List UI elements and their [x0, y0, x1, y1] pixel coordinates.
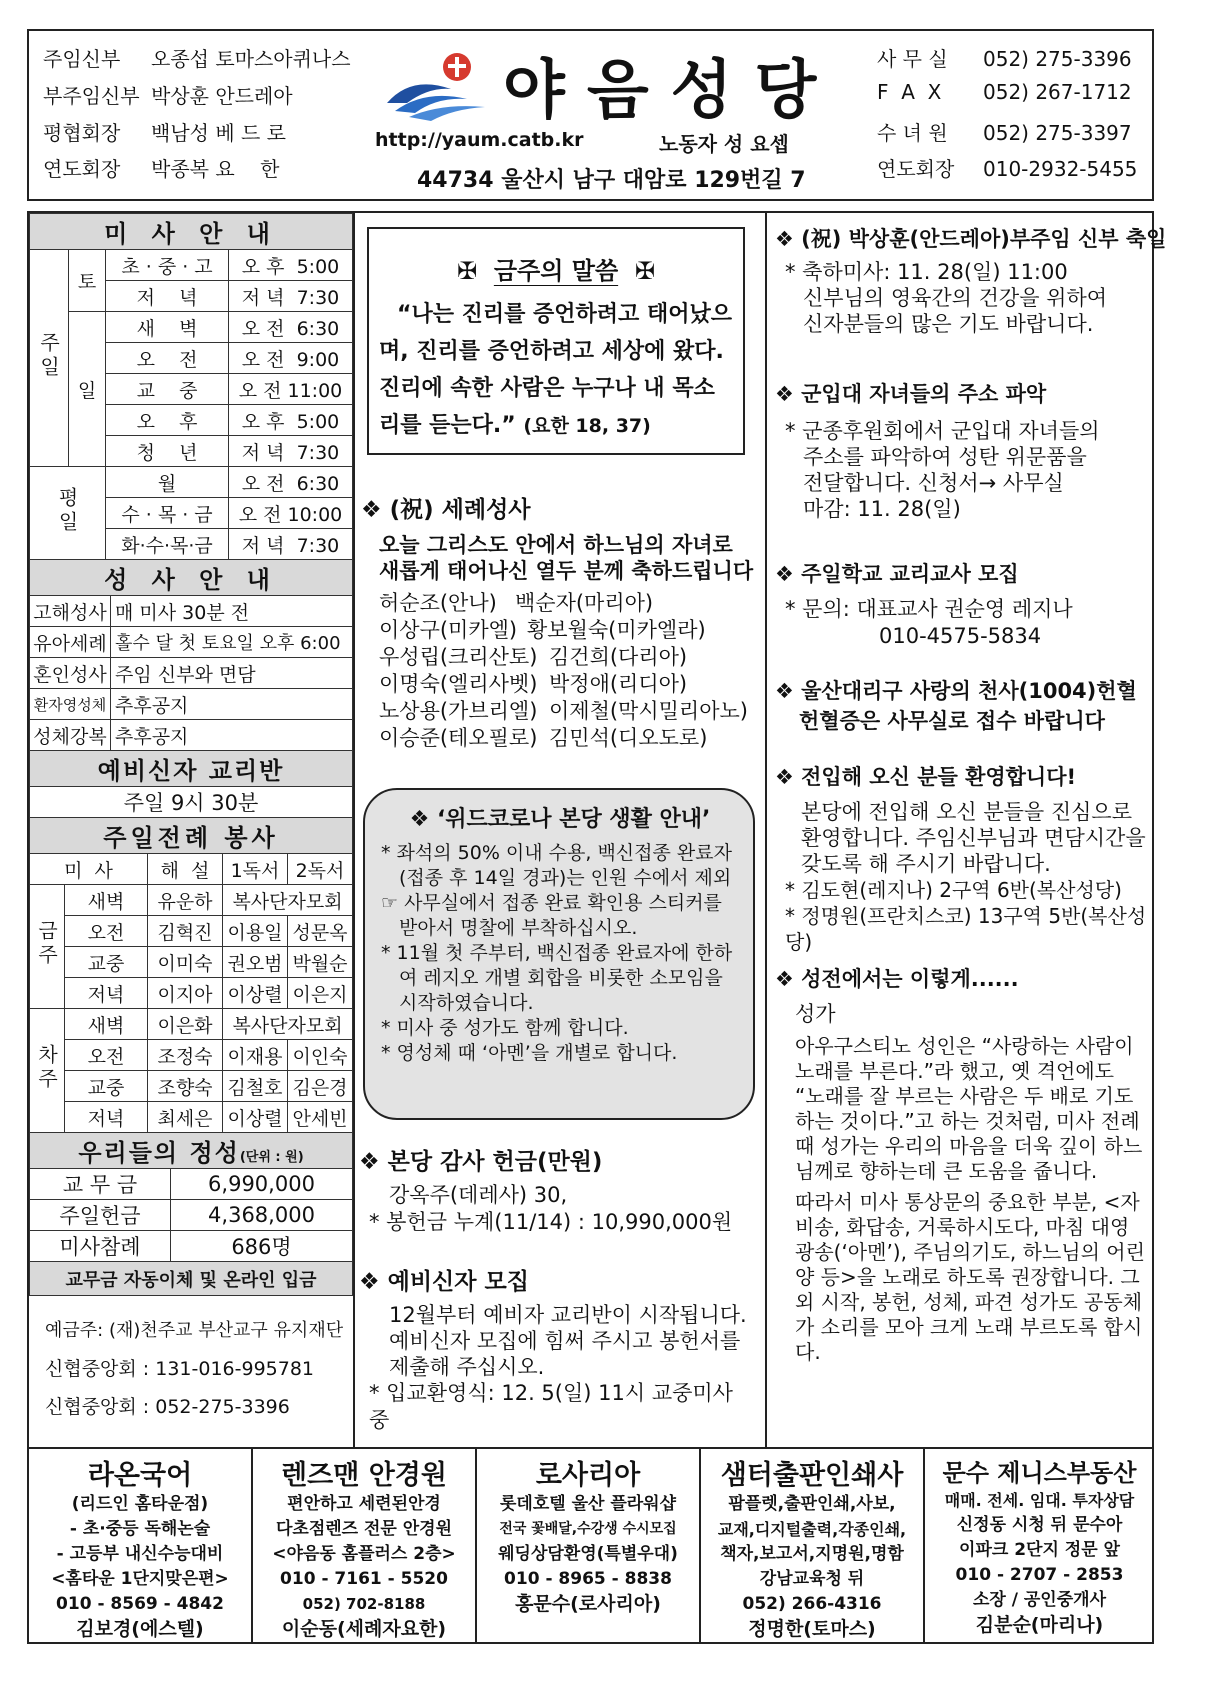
list-item: 허순조(안나) 백순자(마리아)	[379, 591, 654, 615]
next-week-label: 차주	[30, 1009, 65, 1133]
blood-donation-section: ❖ 울산대리구 사랑의 천사(1004)헌혈 헌혈증은 사무실로 접수 바랍니다	[775, 679, 1137, 733]
military-address-section: ❖ 군입대 자녀들의 주소 파악 * 군종후원회에서 군입대 자녀들의 주소를 파악하여 성탄 위문품을 전달합니다. 신청서→ 사무실 마감: 11. 28(일)	[775, 382, 1100, 521]
weekday-label: 평일	[30, 467, 106, 560]
mass-schedule-title: 미 사 안 내	[30, 214, 353, 250]
celebration-section: ❖ (祝) 박상훈(안드레아)부주임 신부 축일 * 축하미사: 11. 28(일) 11:00 신부님의 영육간의 건강을 위하여 신자분들의 많은 기도 바랍니다.	[775, 227, 1167, 336]
saturday-label: 토	[69, 250, 106, 312]
left-column	[27, 211, 355, 1449]
bank-account-info: 예금주: (재)천주교 부산교구 유지재단 신협중앙회 : 131-016-995781 신협중앙회 : 052-275-3396	[45, 1320, 344, 1418]
header-contact-row: 사 무 실 052) 275-3396	[877, 47, 1132, 71]
ad-raon: 라온국어 (리드인 홈타운점) - 초·중등 독해논술 - 고등부 내신수능대비 <홈타운 1단지맞은편> 010 - 8569 - 4842 김보경(에스텔)	[29, 1449, 253, 1642]
liturgy-service-table: 주일전례 봉사 미 사 해 설 1독서 2독서 금주 새벽 유운하 복사단자모회 오전 김혁진 이용일 성문옥 교중 이미숙 권오범 박월순 저녁 이지아 이상렬 이은지 차주 새벽 이은화 복사단자모회 오전 조정숙 이재용 이인숙 교중 조향숙 김철호 김은경 저녁 최세은 이상렬 안세빈	[29, 817, 353, 1133]
advertisement-bar	[27, 1449, 1154, 1644]
church-address: 44734 울산시 남구 대암로 129번길 7	[417, 168, 806, 193]
ad-zenith-realestate: 문수 제니스부동산 매매. 전세. 임대. 투자상담 신정동 시청 뒤 문수아 이파크 2단지 정문 앞 010 - 2707 - 2853 소장 / 공인중개사 김분순(마리나)	[942, 1459, 1137, 1636]
weekly-word-box	[367, 227, 745, 455]
list-item: 노상용(가브리엘) 이제철(막시밀리아노)	[379, 699, 748, 723]
offering-table: 우리들의 정성(단위 : 원) 교 무 금 6,990,000 주일헌금 4,368,000 미사참례 686명 교무금 자동이체 및 온라인 입금	[29, 1132, 353, 1296]
baptism-names	[361, 590, 757, 752]
church-url-link[interactable]: http://yaum.catb.kr	[375, 129, 584, 151]
bulletin-header	[27, 29, 1154, 201]
weekly-word-text: “나는 진리를 증언하려고 태어났으며, 진리를 증언하려고 세상에 왔다. 진리에 속한 사람은 누구나 내 목소리를 듣는다.” (요한 18, 37)	[379, 302, 732, 438]
church-name: 야음성당	[503, 54, 839, 128]
thanks-offering-section: ❖ 본당 감사 헌금(만원) 강옥주(데레사) 30, * 봉헌금 누계(11/14) : 10,990,000원	[359, 1149, 733, 1234]
this-week-label: 금주	[30, 885, 65, 1009]
header-left-row: 부주임신부 박상훈 안드레아	[43, 84, 293, 108]
header-left-row: 연도회장 박종복 요 한	[43, 157, 280, 181]
catechumen-recruit-section: ❖ 예비신자 모집 12월부터 예비자 교리반이 시작됩니다. 예비신자 모집에 힘써 주시고 봉헌서를 제출해 주십시오. * 입교환영식: 12. 5(일) 11시 교중미사 중	[359, 1269, 747, 1432]
right-column	[765, 211, 1167, 1449]
sunday-label: 일	[69, 312, 106, 467]
header-contact-row: 수 녀 원 052) 275-3397	[877, 121, 1132, 145]
list-item: 이승준(테오필로) 김민석(디오도로)	[379, 726, 708, 750]
ad-lensman: 렌즈맨 안경원 편안하고 세련된안경 다초점렌즈 전문 안경원 <야음동 홈플러스 2층> 010 - 7161 - 5520 052) 702-8188 이순동(세례자요한)	[253, 1449, 477, 1642]
header-contact-row: F A X 052) 267-1712	[877, 80, 1132, 104]
sacrament-table: 성 사 안 내 고해성사 매 미사 30분 전 유아세례 홀수 달 첫 토요일 오후 6:00 혼인성사 주임 신부와 면담 환자영성체 추후공지 성체강복 추후공지 예비신자 교리반 주일 9시 30분	[29, 559, 353, 818]
with-corona-guide-box: ❖ ‘위드코로나 본당 생활 안내’ * 좌석의 50% 이내 수용, 백신접종 완료자(접종 후 14일 경과)는 인원 수에서 제외 ☞ 사무실에서 접종 완료 확인용 스티커를 받아서 명찰에 부착하십시오. * 11월 첫 주부터, 백신접종 완료자에 한하여 레지오 개별 회합을 비롯한 소모임을 시작하였습니다. * 미사 중 성가도 함께 합니다. * 영성체 때 ‘아멘’을 개별로 합니다.	[363, 788, 755, 1120]
teacher-recruit-section: ❖ 주일학교 교리교사 모집 * 문의: 대표교사 권순영 레지나 010-4575-5834	[775, 562, 1073, 648]
welcome-section: ❖ 전입해 오신 분들 환영합니다! 본당에 전입해 오신 분들을 진심으로 환영합니다. 주임신부님과 면담시간을 갖도록 해 주시기 바랍니다. * 김도현(레지나) 2구역 6반(복산성당) * 정명원(프란치스코) 13구역 5반(복산성당)	[775, 765, 1147, 954]
header-contact-row: 연도회장 010-2932-5455	[877, 157, 1138, 181]
etiquette-section: ❖ 성전에서는 이렇게...... 성가 아우구스티노 성인은 “사랑하는 사람이 노래를 부른다.”라 했고, 옛 격언에도 “노래를 잘 부르는 사람은 두 배로 기도하는 것이다.”고 하는 것처럼, 미사 전례 때 성가는 우리의 마음을 더욱 깊이 하느님께로 향하는데 큰 도움을 줍니다. 따라서 미사 통상문의 중요한 부분, <자비송, 화답송, 거룩하시도다, 마침 대영광송(‘아멘’), 주님의기도, 하느님의 어린양 등>을 노래로 하도록 권장합니다. 그 외 시작, 봉헌, 성체, 파견 성가도 공동체가 소리를 모아 크게 노래 부르도록 합시다.	[775, 967, 1145, 1364]
church-logo-icon	[381, 45, 499, 125]
ad-rosaria: 로사리아 롯데호텔 울산 플라워샵 전국 꽃배달,수강생 수시모집 웨딩상담환영(특별우대) 010 - 8965 - 8838 홍문수(로사리아)	[477, 1449, 701, 1642]
list-item: 이명숙(엘리사벳) 박정애(리디아)	[379, 672, 688, 696]
patron-saint: 노동자 성 요셉	[659, 132, 789, 156]
baptism-section: ❖ (祝) 세례성사 오늘 그리스도 안에서 하느님의 자녀로 새롭게 태어나신 열두 분께 축하드립니다 허순조(안나) 백순자(마리아) 이상구(미카엘) 황보월숙(미카엘라) 우성립(크리산토) 김건희(다리아) 이명숙(엘리사벳) 박정애(리디아) 노상용(가브리엘) 이제철(막시밀리아노) 이승준(테오필로) 김민석(디오도로)	[361, 491, 757, 752]
sunday-group-label: 주일	[30, 250, 69, 467]
weekly-word-title: ✠ 금주의 말씀 ✠	[457, 257, 655, 285]
header-left-row: 주임신부 오종섭 토마스아퀴나스	[43, 47, 351, 71]
header-left-row: 평협회장 백남성 베 드 로	[43, 121, 286, 145]
mass-schedule-table: 미 사 안 내 주일 토 초 · 중 · 고 오 후 5:00 저 녁 저 녁 7:30 일 새 벽 오 전 6:30 오 전 오 전 9:00 교 중 오 전 11:00 오 후 오 후 5:00 청 년 저 녁 7:30 평일 월 오 전 6:30 수 · 목 · 금 오 전 10:00 화·수·목·금 저 녁 7:30	[29, 213, 353, 560]
ad-samteo-printing: 샘터출판인쇄사 팜플렛,출판인쇄,사보, 교재,디지털출력,각종인쇄, 책자,보고서,지명원,명함 강남교육청 뒤 052) 266-4316 정명한(토마스)	[701, 1449, 925, 1642]
list-item: 이상구(미카엘) 황보월숙(미카엘라)	[379, 618, 706, 642]
list-item: 우성립(크리산토) 김건희(다리아)	[379, 645, 688, 669]
middle-column	[355, 211, 765, 1449]
